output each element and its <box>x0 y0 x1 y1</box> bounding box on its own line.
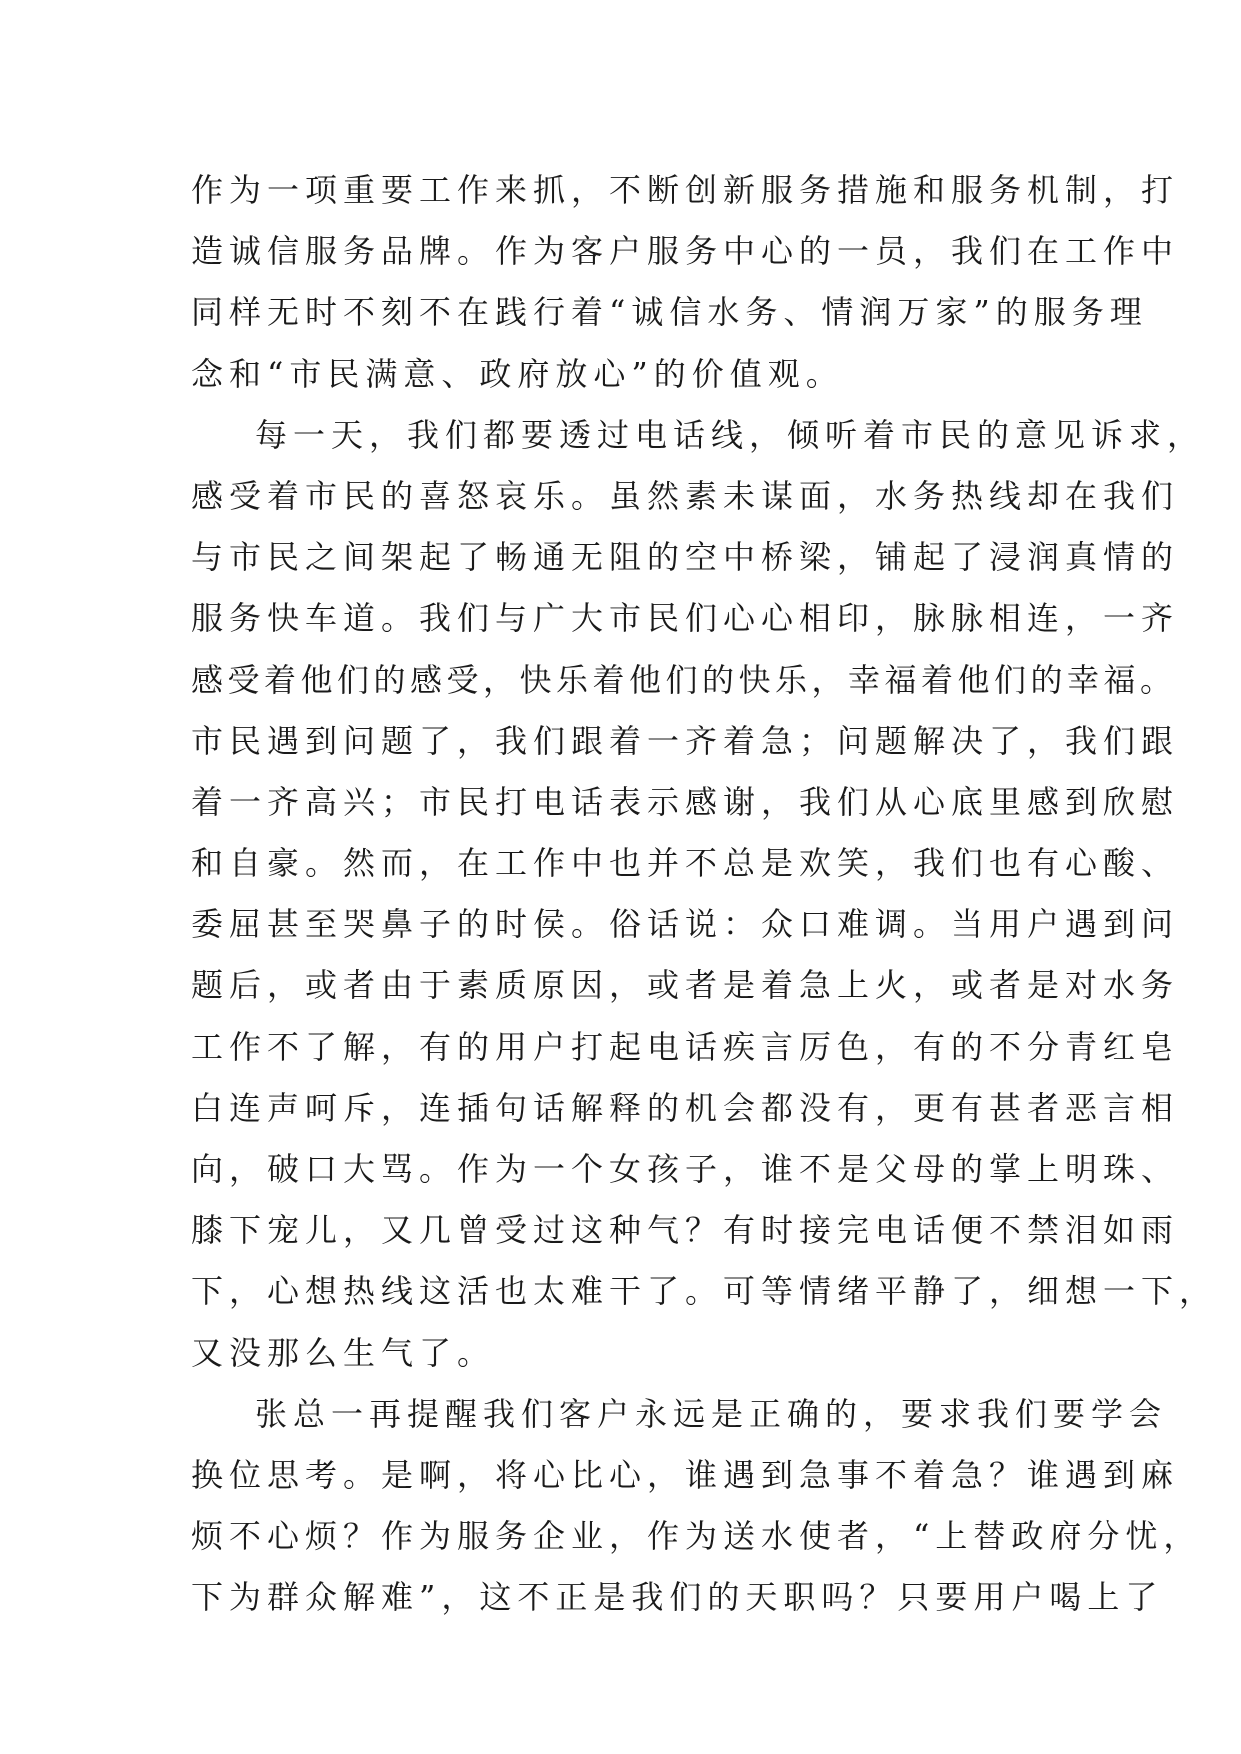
text-line: 张总一再提醒我们客户永远是正确的，要求我们要学会 <box>255 1394 1168 1433</box>
text-line: 向，破口大骂。作为一个女孩子，谁不是父母的掌上明珠、 <box>191 1150 1180 1188</box>
text-line: 每一天，我们都要透过电话线，倾听着市民的意见诉求， <box>255 415 1206 454</box>
text-line: 感受着他们的感受，快乐着他们的快乐，幸福着他们的幸福。 <box>191 660 1177 699</box>
text-line: 又没那么生气了。 <box>191 1333 496 1372</box>
text-line: 烦不心烦？作为服务企业，作为送水使者，“上替政府分忧， <box>191 1517 1202 1556</box>
text-line: 同样无时不刻不在践行着“诚信水务、情润万家”的服务理 <box>191 293 1148 332</box>
text-line: 和自豪。然而，在工作中也并不总是欢笑，我们也有心酸、 <box>191 844 1180 883</box>
text-line: 与市民之间架起了畅通无阻的空中桥梁，铺起了浸润真情的 <box>191 538 1180 577</box>
text-line: 感受着市民的喜怒哀乐。虽然素未谋面，水务热线却在我们 <box>191 476 1180 515</box>
text-line: 市民遇到问题了，我们跟着一齐着急；问题解决了，我们跟 <box>191 721 1180 760</box>
text-line: 作为一项重要工作来抓，不断创新服务措施和服务机制，打 <box>191 171 1180 209</box>
text-line: 下，心想热线这活也太难干了。可等情绪平静了，细想一下， <box>191 1272 1218 1311</box>
text-line: 下为群众解难”，这不正是我们的天职吗？只要用户喝上了 <box>191 1578 1164 1617</box>
text-line: 造诚信服务品牌。作为客户服务中心的一员，我们在工作中 <box>191 232 1180 271</box>
text-line: 委屈甚至哭鼻子的时侯。俗话说：众口难调。当用户遇到问 <box>191 905 1180 944</box>
text-line: 换位思考。是啊，将心比心，谁遇到急事不着急？谁遇到麻 <box>191 1455 1180 1494</box>
body-text <box>191 160 1218 1629</box>
text-line: 膝下宠儿，又几曾受过这种气？有时接完电话便不禁泪如雨 <box>191 1211 1180 1250</box>
text-line: 工作不了解，有的用户打起电话疾言厉色，有的不分青红皂 <box>191 1027 1180 1066</box>
text-line: 服务快车道。我们与广大市民们心心相印，脉脉相连，一齐 <box>191 599 1180 638</box>
text-line: 题后，或者由于素质原因，或者是着急上火，或者是对水务 <box>191 966 1180 1005</box>
text-line: 念和“市民满意、政府放心”的价值观。 <box>191 354 844 393</box>
text-line: 白连声呵斥，连插句话解释的机会都没有，更有甚者恶言相 <box>191 1088 1180 1127</box>
text-line: 着一齐高兴；市民打电话表示感谢，我们从心底里感到欣慰 <box>191 782 1180 821</box>
